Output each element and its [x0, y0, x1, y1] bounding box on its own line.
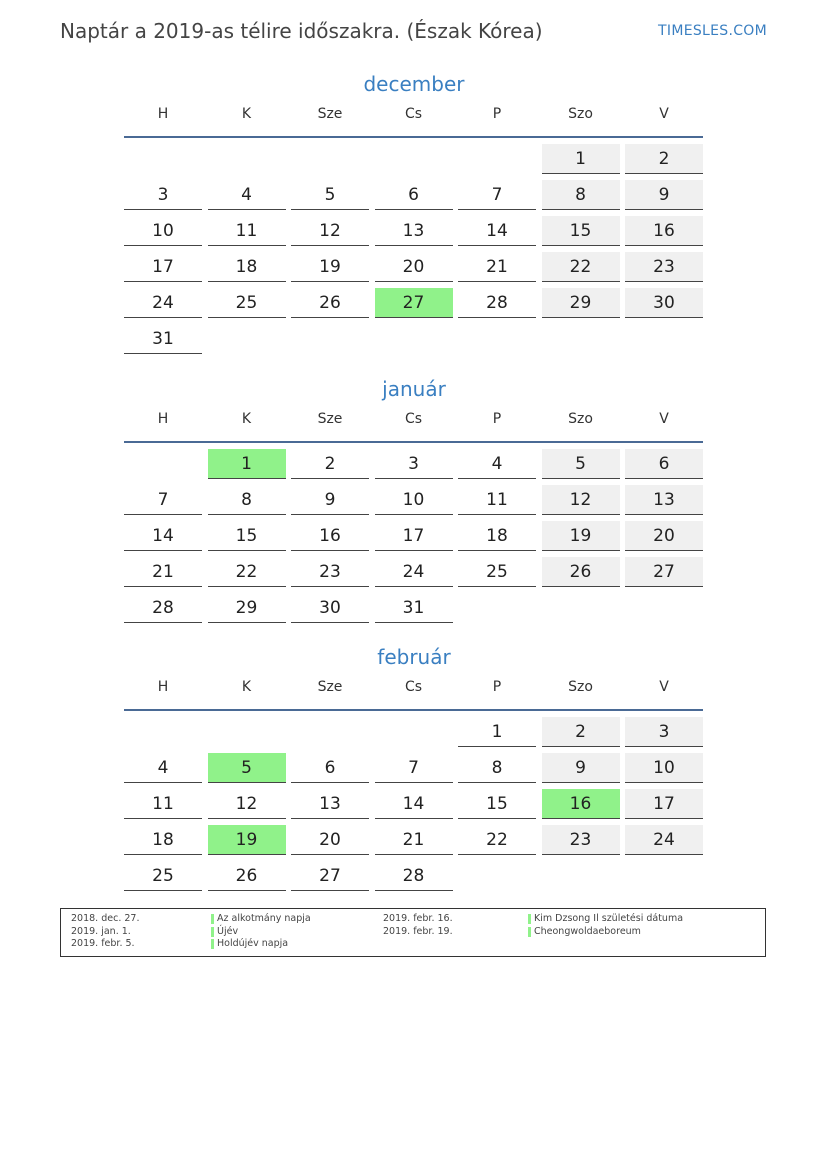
day-cell: 28 — [458, 288, 536, 318]
weekday-label: Sze — [317, 679, 343, 695]
holiday-day-cell: 1 — [208, 449, 286, 479]
weekday-label: V — [659, 106, 669, 122]
legend-holiday-name: Cheongwoldaeboreum — [528, 926, 641, 937]
header-rule — [124, 441, 703, 443]
legend-holiday-name: Az alkotmány napja — [211, 913, 311, 924]
weekday-label: Szo — [568, 106, 593, 122]
day-cell: 28 — [375, 861, 453, 891]
day-cell: 15 — [542, 216, 620, 246]
day-cell: 7 — [375, 753, 453, 783]
day-cell: 10 — [124, 216, 202, 246]
day-cell: 20 — [291, 825, 369, 855]
legend-date: 2019. febr. 16. — [383, 913, 453, 924]
day-cell: 21 — [375, 825, 453, 855]
day-cell: 25 — [458, 557, 536, 587]
day-cell: 28 — [124, 593, 202, 623]
holiday-legend — [60, 908, 766, 957]
weekday-label: K — [241, 106, 252, 122]
weekday-label: Sze — [317, 411, 343, 427]
legend-date: 2019. febr. 5. — [71, 938, 135, 949]
legend-holiday-name: Kim Dzsong Il születési dátuma — [528, 913, 683, 924]
day-cell: 22 — [208, 557, 286, 587]
weekday-label: H — [157, 679, 169, 695]
day-cell: 14 — [124, 521, 202, 551]
weekday-label: Szo — [568, 679, 593, 695]
day-cell: 21 — [124, 557, 202, 587]
day-cell: 15 — [208, 521, 286, 551]
day-cell: 15 — [458, 789, 536, 819]
day-cell: 14 — [375, 789, 453, 819]
day-cell: 20 — [375, 252, 453, 282]
day-cell: 4 — [124, 753, 202, 783]
day-cell: 6 — [625, 449, 703, 479]
day-cell: 7 — [124, 485, 202, 515]
day-cell: 26 — [542, 557, 620, 587]
day-cell: 18 — [124, 825, 202, 855]
day-cell: 1 — [542, 144, 620, 174]
legend-date: 2018. dec. 27. — [71, 913, 140, 924]
day-cell: 31 — [124, 324, 202, 354]
weekday-label: V — [659, 679, 669, 695]
day-cell: 17 — [375, 521, 453, 551]
day-cell: 19 — [542, 521, 620, 551]
holiday-day-cell: 27 — [375, 288, 453, 318]
day-cell: 20 — [625, 521, 703, 551]
day-cell: 17 — [625, 789, 703, 819]
day-cell: 3 — [124, 180, 202, 210]
day-cell: 3 — [375, 449, 453, 479]
weekday-header — [124, 106, 704, 136]
month-section — [124, 72, 704, 349]
site-link[interactable]: TIMESLES.COM — [658, 23, 767, 39]
day-cell: 10 — [375, 485, 453, 515]
weekday-label: Cs — [404, 679, 423, 695]
day-cell: 19 — [291, 252, 369, 282]
holiday-day-cell: 16 — [542, 789, 620, 819]
day-cell: 5 — [291, 180, 369, 210]
header-rule — [124, 709, 703, 711]
month-section — [124, 645, 704, 886]
day-cell: 6 — [375, 180, 453, 210]
legend-date: 2019. febr. 19. — [383, 925, 453, 937]
day-cell: 8 — [542, 180, 620, 210]
day-cell: 10 — [625, 753, 703, 783]
day-cell: 11 — [124, 789, 202, 819]
legend-holiday-name: Holdújév napja — [211, 938, 288, 949]
day-cell: 24 — [375, 557, 453, 587]
day-cell: 9 — [291, 485, 369, 515]
month-name: december — [363, 72, 465, 96]
holiday-day-cell: 19 — [208, 825, 286, 855]
day-cell: 31 — [375, 593, 453, 623]
day-cell: 4 — [208, 180, 286, 210]
weekday-label: Cs — [404, 411, 423, 427]
day-cell: 25 — [208, 288, 286, 318]
day-cell: 30 — [291, 593, 369, 623]
day-cell: 12 — [542, 485, 620, 515]
month-name: január — [382, 377, 446, 401]
day-cell: 13 — [291, 789, 369, 819]
day-cell: 11 — [208, 216, 286, 246]
day-cell: 27 — [291, 861, 369, 891]
weekday-label: H — [157, 411, 169, 427]
legend-date: 2019. jan. 1. — [71, 925, 131, 937]
day-cell: 14 — [458, 216, 536, 246]
day-cell: 16 — [291, 521, 369, 551]
weekday-label: K — [241, 411, 252, 427]
page-title: Naptár a 2019-as télire időszakra. (Észak Kórea) — [60, 19, 543, 43]
legend-holiday-name: Újév — [211, 926, 238, 937]
weekday-label: P — [492, 411, 502, 427]
day-cell: 18 — [458, 521, 536, 551]
day-cell: 18 — [208, 252, 286, 282]
day-cell: 27 — [625, 557, 703, 587]
day-cell: 21 — [458, 252, 536, 282]
weekday-label: Szo — [568, 411, 593, 427]
day-cell: 13 — [375, 216, 453, 246]
day-cell: 4 — [458, 449, 536, 479]
weekday-label: P — [492, 106, 502, 122]
day-cell: 8 — [458, 753, 536, 783]
day-cell: 5 — [542, 449, 620, 479]
day-cell: 8 — [208, 485, 286, 515]
day-cell: 13 — [625, 485, 703, 515]
day-cell: 24 — [124, 288, 202, 318]
day-cell: 23 — [625, 252, 703, 282]
month-section — [124, 377, 704, 618]
weekday-header — [124, 679, 704, 709]
day-cell: 2 — [291, 449, 369, 479]
weekday-label: H — [157, 106, 169, 122]
day-cell: 26 — [208, 861, 286, 891]
weekday-label: Sze — [317, 106, 343, 122]
weekday-label: Cs — [404, 106, 423, 122]
day-cell: 30 — [625, 288, 703, 318]
weekday-label: V — [659, 411, 669, 427]
header-rule — [124, 136, 703, 138]
day-cell: 6 — [291, 753, 369, 783]
day-cell: 9 — [625, 180, 703, 210]
month-name: február — [377, 645, 451, 669]
day-cell: 22 — [458, 825, 536, 855]
day-cell: 12 — [291, 216, 369, 246]
day-cell: 2 — [625, 144, 703, 174]
holiday-day-cell: 5 — [208, 753, 286, 783]
day-cell: 11 — [458, 485, 536, 515]
day-cell: 1 — [458, 717, 536, 747]
day-cell: 2 — [542, 717, 620, 747]
weekday-label: K — [241, 679, 252, 695]
day-cell: 9 — [542, 753, 620, 783]
weekday-label: P — [492, 679, 502, 695]
day-cell: 17 — [124, 252, 202, 282]
weekday-header — [124, 411, 704, 441]
day-cell: 23 — [291, 557, 369, 587]
day-cell: 29 — [208, 593, 286, 623]
day-cell: 26 — [291, 288, 369, 318]
day-cell: 22 — [542, 252, 620, 282]
day-cell: 24 — [625, 825, 703, 855]
day-cell: 25 — [124, 861, 202, 891]
day-cell: 16 — [625, 216, 703, 246]
day-cell: 7 — [458, 180, 536, 210]
day-cell: 12 — [208, 789, 286, 819]
day-cell: 3 — [625, 717, 703, 747]
day-cell: 23 — [542, 825, 620, 855]
day-cell: 29 — [542, 288, 620, 318]
